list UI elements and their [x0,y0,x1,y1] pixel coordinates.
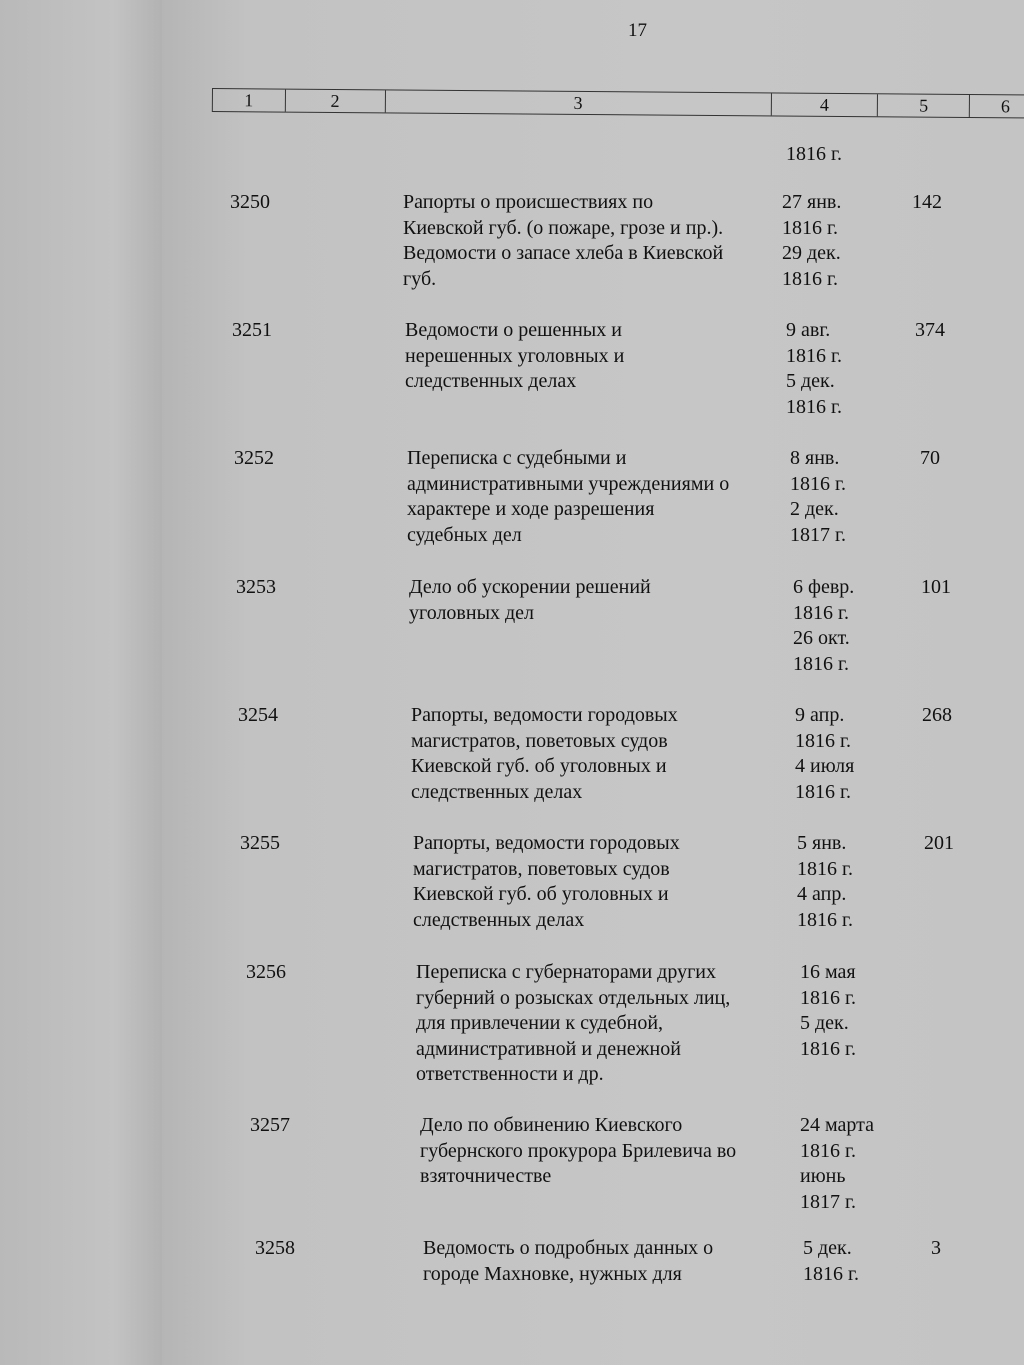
entry-dates [800,960,900,1062]
entry-sheet-count: 70 [920,447,940,469]
entry-sheet-count: 268 [922,704,952,726]
date-line: 29 дек. [782,242,841,264]
date-line: 1816 г. [795,729,851,752]
date-line: 1816 г. [797,857,853,880]
date-line: 1816 г. [797,908,853,931]
description-line: для привлечении к судебной, [416,1012,664,1034]
description-line: Ведомость о подробных данных о [423,1237,714,1259]
date-line: 1816 г. [786,344,842,367]
description-line: Переписка с губернаторами других [416,961,716,983]
entry-sheet-count: 374 [915,319,945,341]
description-line: взяточничестве [420,1165,552,1187]
carryover-date: 1816 г. [786,143,842,165]
date-line: 8 янв. [790,447,840,469]
entry-description [413,831,793,933]
column-header-2: 2 [286,90,386,113]
entry-number: 3257 [250,1114,290,1136]
page-number: 17 [628,20,647,41]
description-line: судебных дел [407,523,522,546]
entry-dates [800,1113,900,1215]
date-line: 1817 г. [800,1190,856,1213]
date-line: 1816 г. [803,1262,859,1285]
date-line: 1816 г. [800,986,856,1009]
entry-dates [790,446,890,548]
date-line: 24 марта [800,1114,874,1136]
left-page-edge [0,0,162,1365]
description-line: магистратов, поветовых судов [411,729,668,752]
description-line: губерний о розысках отдельных лиц, [416,986,731,1009]
entry-dates [797,831,897,933]
description-line: следственных делах [413,908,585,931]
entry-sheet-count: 3 [931,1237,941,1259]
date-line: 27 янв. [782,191,842,213]
description-line: уголовных дел [409,601,535,624]
description-line: Киевской губ. (о пожаре, грозе и пр.). [403,216,724,239]
entry-dates [803,1236,903,1287]
column-header-3: 3 [385,90,771,115]
date-line: 1816 г. [790,472,846,495]
entry-dates [786,318,886,420]
entry-number: 3258 [255,1237,295,1259]
date-line: 1817 г. [790,523,846,546]
date-line: 5 дек. [800,1012,849,1034]
entry-number: 3254 [238,704,278,726]
date-line: июнь [800,1165,846,1187]
date-line: 5 дек. [786,370,835,392]
entry-description [407,446,787,548]
description-line: ответственности и др. [416,1063,604,1085]
column-header-5: 5 [878,94,970,117]
date-line: 1816 г. [782,267,838,290]
date-line: 9 апр. [795,704,845,726]
entry-sheet-count: 142 [912,191,942,213]
description-line: Киевской губ. об уголовных и [411,755,667,777]
date-line: 1816 г. [795,780,851,803]
entry-description [403,190,783,292]
description-line: Рапорты, ведомости городовых [411,704,678,726]
entry-dates [782,190,882,292]
description-line: административными учреждениями о [407,472,730,495]
description-line: следственных делах [411,780,583,803]
entry-description [405,318,785,395]
description-line: магистратов, поветовых судов [413,857,670,880]
entry-sheet-count: 201 [924,832,954,854]
description-line: Ведомости о решенных и [405,319,622,341]
entry-description [409,575,789,626]
description-line: Дело об ускорении решений [409,576,651,598]
date-line: 1816 г. [786,395,842,418]
date-line: 9 авг. [786,319,831,341]
description-line: губ. [403,267,437,290]
description-line: нерешенных уголовных и [405,344,625,367]
description-line: Рапорты о происшествиях по [403,191,654,213]
date-line: 5 янв. [797,832,847,854]
description-line: Рапорты, ведомости городовых [413,832,680,854]
entry-number: 3253 [236,576,276,598]
description-line: следственных делах [405,370,577,392]
column-header-6: 6 [1000,95,1011,116]
description-line: Переписка с судебными и [407,447,627,469]
date-line: 1816 г. [800,1139,856,1162]
description-line: Ведомости о запасе хлеба в Киевской [403,242,724,264]
column-header-1: 1 [213,89,286,112]
entry-number: 3255 [240,832,280,854]
date-line: 1816 г. [793,601,849,624]
entry-sheet-count: 101 [921,576,951,598]
date-line: 4 июля [795,755,855,777]
entry-description [420,1113,800,1190]
description-line: Киевской губ. об уголовных и [413,883,669,905]
entry-dates [795,703,895,805]
column-header-4: 4 [771,93,878,116]
date-line: 5 дек. [803,1237,852,1259]
description-line: городе Махновке, нужных для [423,1262,682,1285]
date-line: 1816 г. [782,216,838,239]
date-line: 16 мая [800,961,856,983]
description-line: характере и ходе разрешения [407,498,655,520]
entry-description [423,1236,803,1287]
description-line: Дело по обвинению Киевского [420,1114,683,1136]
entry-description [411,703,791,805]
entry-description [416,960,796,1088]
date-line: 26 окт. [793,627,850,649]
entry-number: 3252 [234,447,274,469]
date-line: 2 дек. [790,498,839,520]
description-line: административной и денежной [416,1037,681,1060]
entry-number: 3256 [246,961,286,983]
entry-number: 3250 [230,191,270,213]
date-line: 4 апр. [797,883,847,905]
description-line: губернского прокурора Брилевича во [420,1139,737,1162]
entry-dates [793,575,893,677]
entry-number: 3251 [232,319,272,341]
date-line: 6 февр. [793,576,855,598]
date-line: 1816 г. [800,1037,856,1060]
date-line: 1816 г. [793,652,849,675]
